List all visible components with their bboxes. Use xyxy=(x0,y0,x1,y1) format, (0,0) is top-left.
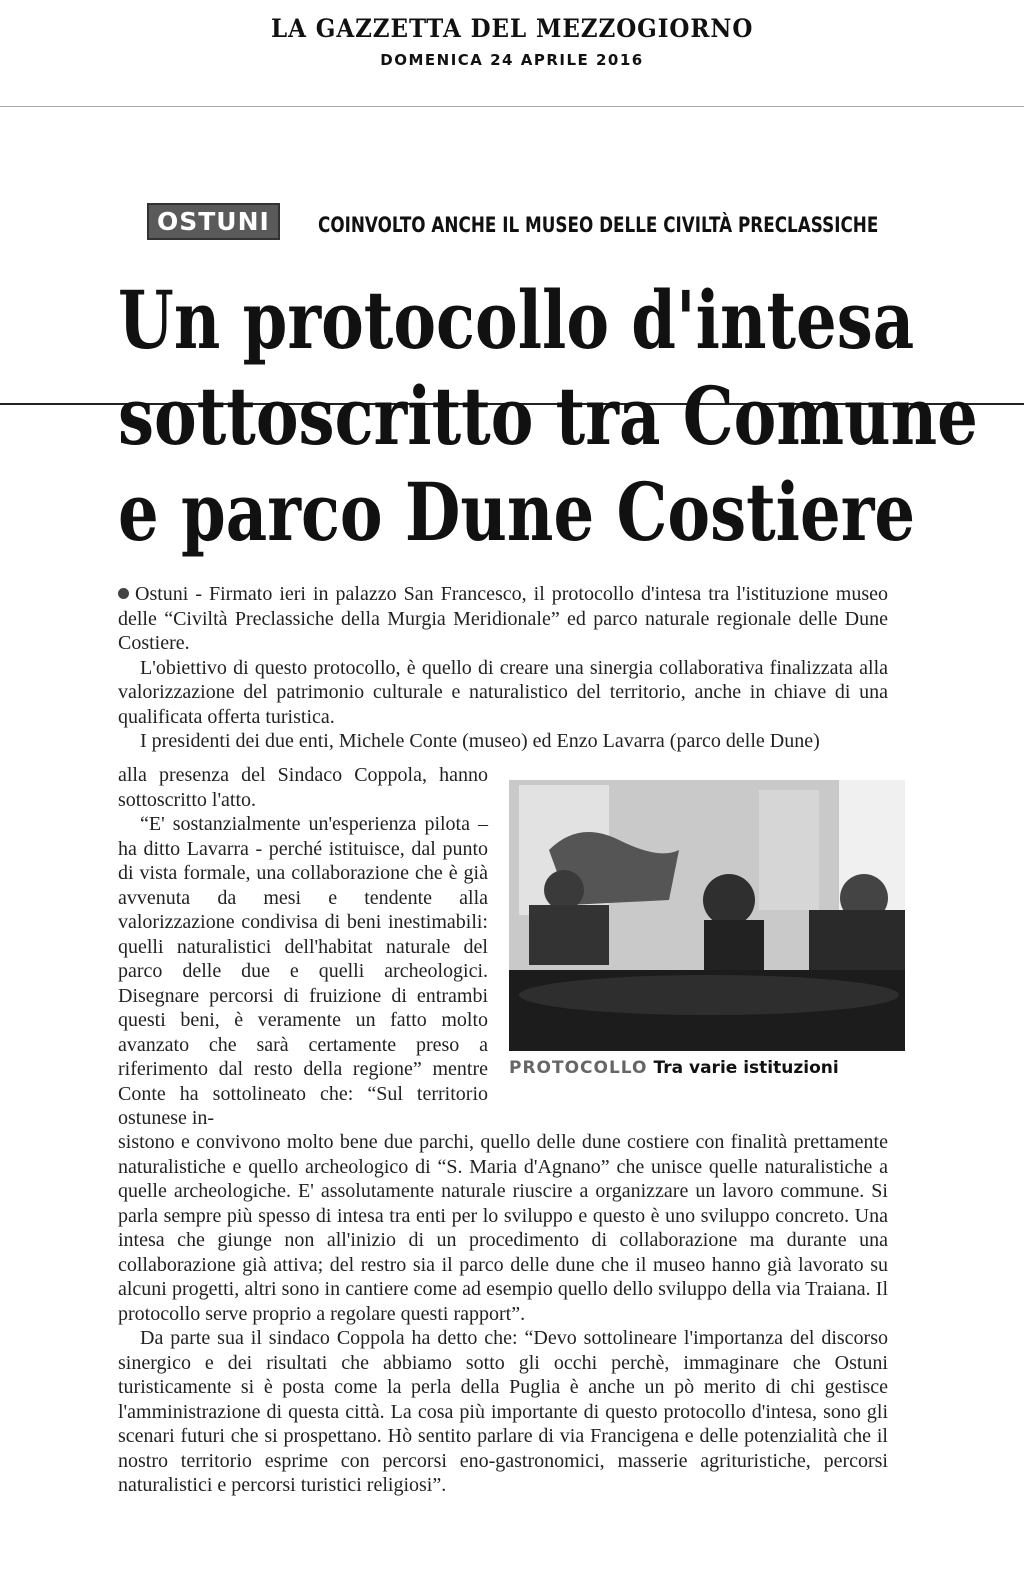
headline-line-3: e parco Dune Costiere xyxy=(118,465,916,559)
photo-illustration xyxy=(509,780,905,1051)
issue-date: DOMENICA 24 APRILE 2016 xyxy=(380,51,644,69)
paragraph-4-column: “E' sostanzialmente un'esperienza pilota – ha ditto Lavarra - perché istituisce, dal punto di vista formale, una collaborazione che è già avvenuta da mesi e tendente alla valorizzazione condivisa di beni inestimabili: quelli naturalistici dell'habitat naturale del parco delle due e quelli archeologici. Disegnare percorsi di fruizione di entrambi questi beni, è veramente un fatto molto avanzato che sarà certamente preso a riferimento dal resto della regione” mentre Conte ha sottolineato che: “Sul territorio ostunese in- xyxy=(118,813,488,1129)
paragraph-3-tail: alla presenza del Sindaco Coppola, hanno sottoscritto l'atto. xyxy=(118,764,488,811)
masthead xyxy=(0,14,1024,69)
section-badge: OSTUNI xyxy=(147,203,280,240)
article-headline xyxy=(118,272,978,560)
headline-line-2: sottoscritto tra Comune xyxy=(118,369,978,463)
paragraph-1: Ostuni - Firmato ieri in palazzo San Francesco, il protocollo d'intesa tra l'istituzione museo delle “Civiltà Preclassiche della Murgia Meridionale” ed parco naturale regionale delle Dune Costiere. xyxy=(118,583,888,654)
paragraph-3-lead: I presidenti dei due enti, Michele Conte (museo) ed Enzo Lavarra (parco delle Dune) xyxy=(140,730,820,752)
article-intro xyxy=(118,582,888,754)
header-divider xyxy=(0,106,1024,107)
photo-caption xyxy=(509,1058,905,1078)
paragraph-4-continued: sistono e convivono molto bene due parchi, quello delle dune costiere con finalità prettamente naturalistiche e quello archeologico di “S. Maria d'Agnano” che unisce quelle naturalistiche a quelle archeologiche. E' assolutamente naturale riuscire a organizzare un lavoro commune. Si parla sempre più spesso di intesa tra enti per lo sviluppo e questo è uno sviluppo concreto. Una intesa che giunge non all'inizio di un procedimento di collaborazione ma durante una collaborazione già attiva; del restro sia il parco delle dune che il museo hanno già lavorato su alcuni progetti, altri sono in cantiere come ad esempio quello dello sviluppo della via Traiana. Il protocollo serve proprio a regolare questi rapport”. xyxy=(118,1131,888,1325)
newspaper-name: LA GAZZETTA DEL MEZZOGIORNO xyxy=(270,14,754,43)
meeting-photo xyxy=(509,780,905,1051)
article-column xyxy=(118,763,488,1131)
article-continuation xyxy=(118,1130,888,1498)
paragraph-2: L'obiettivo di questo protocollo, è quello di creare una sinergia collaborativa finalizzata alla valorizzazione del patrimonio culturale e naturalistico del territorio, anche in chiave di una qualificata offerta turistica. xyxy=(118,656,888,728)
paragraph-5: Da parte sua il sindaco Coppola ha detto che: “Devo sottolineare l'importanza del discorso sinergico e dei risultati che abbiamo sotto gli occhi perchè, immaginare che Ostuni turisticamente si è posta come la perla della Puglia è anche un pò merito di chi gestisce l'amministrazione di questa città. La cosa più importante di questo protocollo d'intesa, sono gli scenari futuri che si prospettano. Hò sentito parlare di via Francigena e delle potenzialità che il nostro territorio esprime con percorsi eno-gastronomici, masserie agrituristiche, percorsi naturalistici e percorsi turistici religiosi”. xyxy=(118,1327,888,1496)
headline-line-1: Un protocollo d'intesa xyxy=(118,273,915,367)
article-kicker: COINVOLTO ANCHE IL MUSEO DELLE CIVILTÀ PRECLASSICHE xyxy=(318,213,879,237)
caption-text: Tra varie istituzioni xyxy=(653,1058,839,1078)
bullet-icon xyxy=(118,588,129,599)
caption-label: PROTOCOLLO xyxy=(509,1058,648,1078)
